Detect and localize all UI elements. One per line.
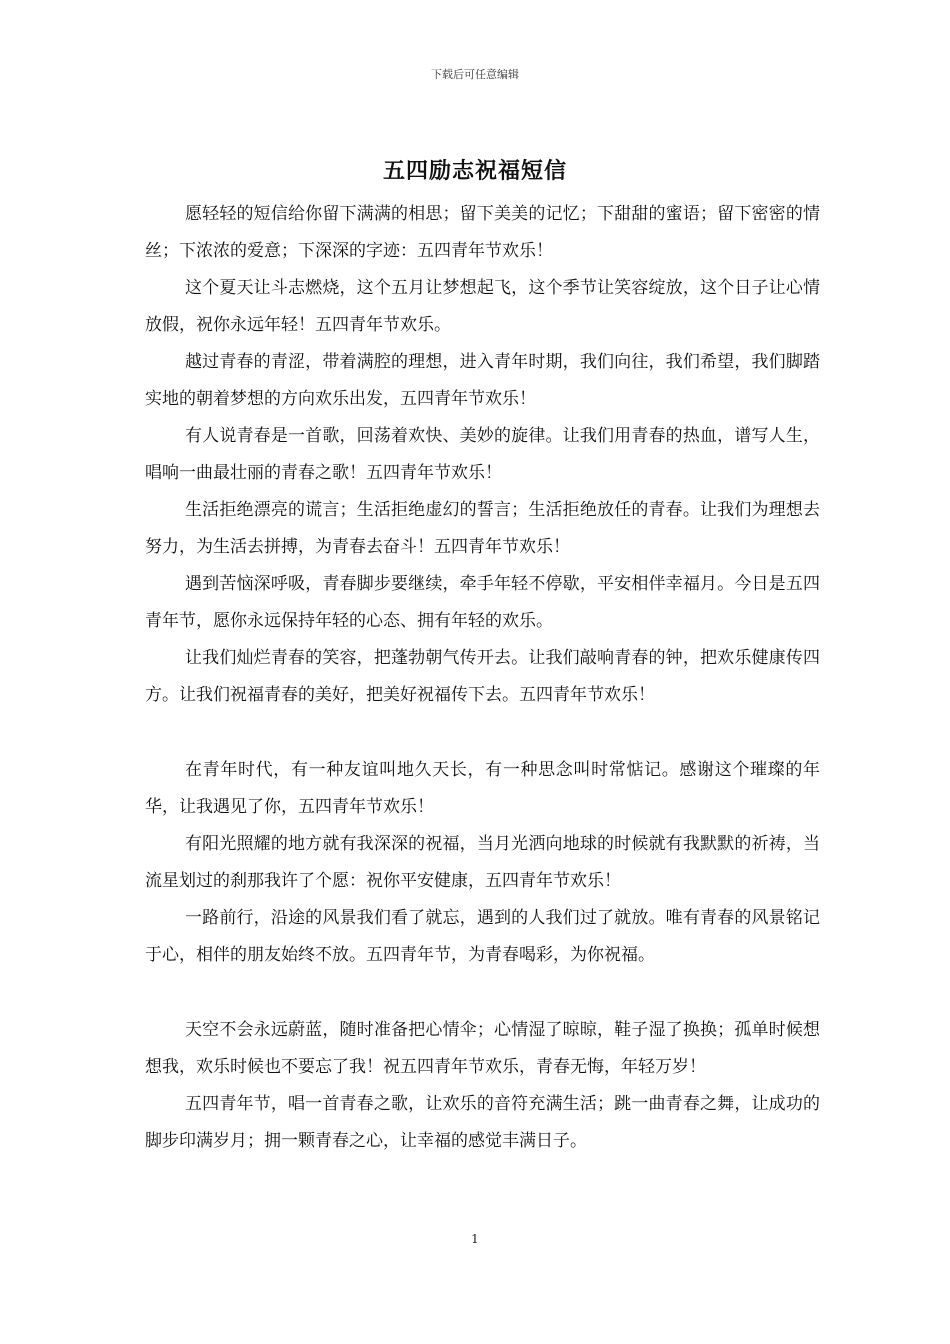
paragraph: 一路前行，沿途的风景我们看了就忘，遇到的人我们过了就放。唯有青春的风景铭记于心，相伴的朋友始终不放。五四青年节，为青春喝彩，为你祝福。 — [145, 908, 820, 965]
paragraph: 天空不会永远蔚蓝，随时准备把心情伞；心情湿了晾晾，鞋子湿了换换；孤单时候想想我，欢乐时候也不要忘了我！祝五四青年节欢乐，青春无悔，年轻万岁！ — [145, 1020, 820, 1077]
paragraph: 生活拒绝漂亮的谎言；生活拒绝虚幻的誓言；生活拒绝放任的青春。让我们为理想去努力，为生活去拼搏，为青春去奋斗！五四青年节欢乐！ — [145, 500, 820, 557]
page-number: 1 — [471, 1232, 479, 1246]
paragraph: 有阳光照耀的地方就有我深深的祝福，当月光洒向地球的时候就有我默默的祈祷，当流星划过的刹那我许了个愿：祝你平安健康，五四青年节欢乐！ — [145, 834, 820, 891]
paragraph: 五四青年节，唱一首青春之歌，让欢乐的音符充满生活；跳一曲青春之舞，让成功的脚步印满岁月；拥一颗青春之心，让幸福的感觉丰满日子。 — [145, 1094, 820, 1151]
header-note: 下载后可任意编辑 — [431, 68, 519, 81]
paragraph-spacer — [145, 714, 820, 752]
paragraph: 有人说青春是一首歌，回荡着欢快、美妙的旋律。让我们用青春的热血，谱写人生，唱响一曲最壮丽的青春之歌！五四青年节欢乐！ — [145, 426, 820, 483]
paragraph: 让我们灿烂青春的笑容，把蓬勃朝气传开去。让我们敲响青春的钟，把欢乐健康传四方。让我们祝福青春的美好，把美好祝福传下去。五四青年节欢乐！ — [145, 648, 820, 705]
paragraph: 在青年时代，有一种友谊叫地久天长，有一种思念叫时常惦记。感谢这个璀璨的年华，让我遇见了你，五四青年节欢乐！ — [145, 760, 820, 817]
paragraph-spacer — [145, 974, 820, 1012]
paragraph: 愿轻轻的短信给你留下满满的相思；留下美美的记忆；下甜甜的蜜语；留下密密的情丝；下浓浓的爱意；下深深的字迹：五四青年节欢乐！ — [145, 204, 820, 261]
document-body — [145, 196, 820, 1160]
paragraph: 遇到苦恼深呼吸，青春脚步要继续，牵手年轻不停歇，平安相伴幸福月。今日是五四青年节，愿你永远保持年轻的心态、拥有年轻的欢乐。 — [145, 574, 820, 631]
document-title: 五四励志祝福短信 — [382, 158, 567, 184]
paragraph: 越过青春的青涩，带着满腔的理想，进入青年时期，我们向往，我们希望，我们脚踏实地的朝着梦想的方向欢乐出发，五四青年节欢乐！ — [145, 352, 820, 409]
paragraph: 这个夏天让斗志燃烧，这个五月让梦想起飞，这个季节让笑容绽放，这个日子让心情放假，祝你永远年轻！五四青年节欢乐。 — [145, 278, 820, 335]
